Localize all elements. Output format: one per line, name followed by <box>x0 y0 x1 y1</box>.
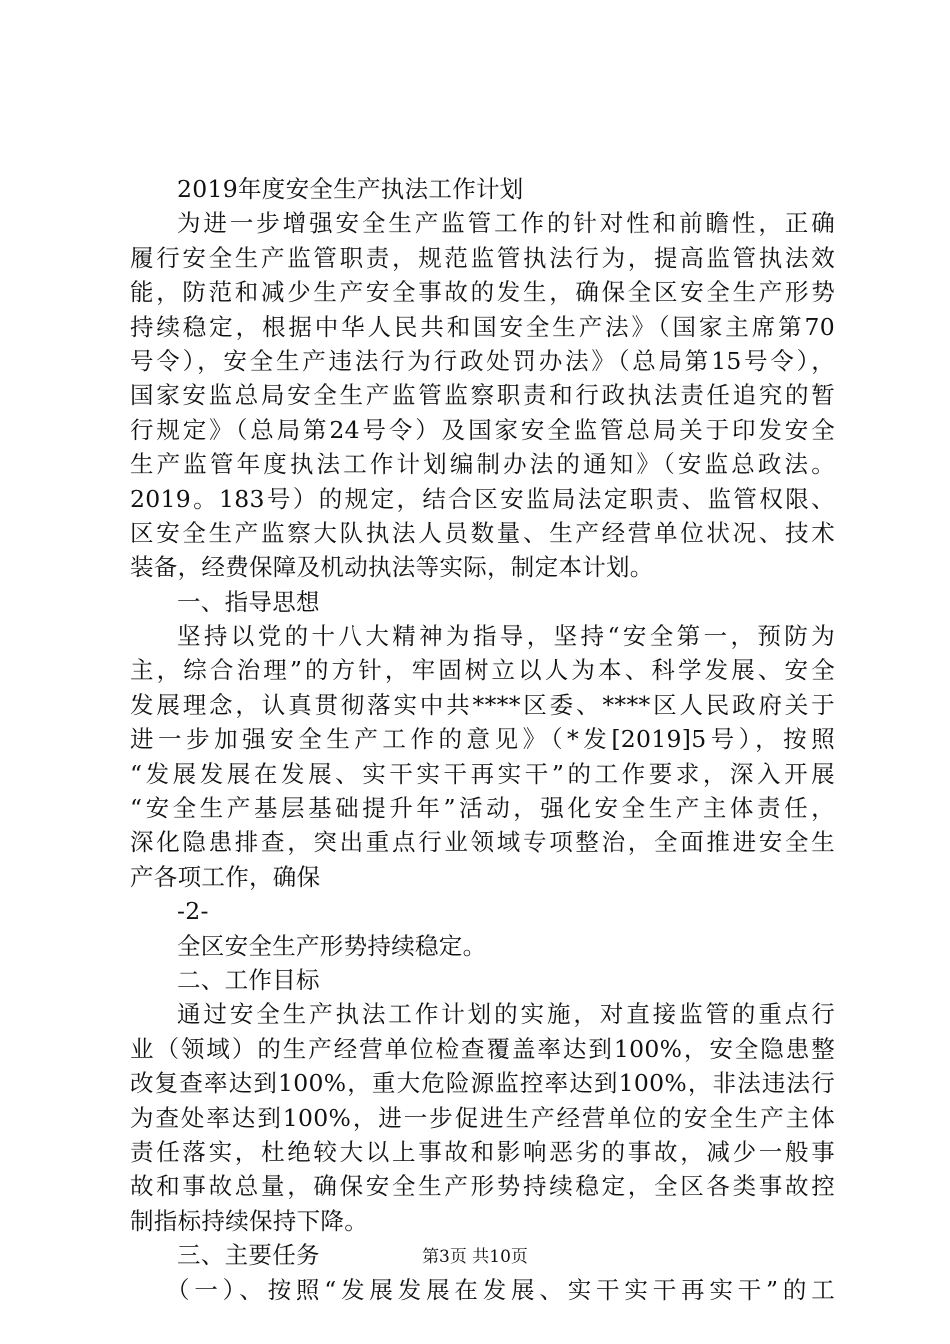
text-line: 号令），安全生产违法行为行政处罚办法》（总局第15号令）， <box>130 346 835 375</box>
text-line: 生产监管年度执法工作计划编制办法的通知》（安监总政法。 <box>130 450 835 479</box>
text-line: “安全生产基层基础提升年”活动，强化安全生产主体责任， <box>130 794 835 823</box>
text-line: 区安全生产监察大队执法人员数量、生产经营单位状况、技术 <box>130 518 835 547</box>
text-line: 一、指导思想 <box>177 587 320 616</box>
text-line: 三、主要任务 <box>177 1241 320 1270</box>
page-footer: 第3页 共10页 <box>422 1247 528 1267</box>
document-body <box>130 172 835 1307</box>
text-line: 二、工作目标 <box>177 965 320 994</box>
text-line: 2019年度安全生产执法工作计划 <box>177 175 524 203</box>
text-line: 履行安全生产监管职责，规范监管执法行为，提高监管执法效 <box>130 243 835 272</box>
text-line: 装备，经费保障及机动执法等实际，制定本计划。 <box>130 553 654 582</box>
text-line: -2- <box>177 897 209 926</box>
text-line: 业（领域）的生产经营单位检查覆盖率达到100%，安全隐患整 <box>130 1034 835 1063</box>
text-line: 主，综合治理”的方针，牢固树立以人为本、科学发展、安全 <box>130 656 835 685</box>
text-line: 为查处率达到100%，进一步促进生产经营单位的安全生产主体 <box>130 1103 835 1132</box>
text-line: 持续稳定，根据中华人民共和国安全生产法》（国家主席第70 <box>130 312 835 341</box>
text-line: 发展理念，认真贯彻落实中共****区委、****区人民政府关于 <box>130 690 835 719</box>
text-line: 通过安全生产执法工作计划的实施，对直接监管的重点行 <box>177 1000 835 1029</box>
text-line: 能，防范和减少生产安全事故的发生，确保全区安全生产形势 <box>130 278 835 307</box>
text-line: 制指标持续保持下降。 <box>130 1206 368 1235</box>
text-line: 产各项工作，确保 <box>130 862 321 891</box>
text-line: 故和事故总量，确保安全生产形势持续稳定，全区各类事故控 <box>130 1172 835 1201</box>
text-line: 2019。183号）的规定，结合区安监局法定职责、监管权限、 <box>130 484 835 513</box>
text-line: 改复查率达到100%，重大危险源监控率达到100%，非法违法行 <box>130 1069 835 1098</box>
text-line: 责任落实，杜绝较大以上事故和影响恶劣的事故，减少一般事 <box>130 1137 835 1166</box>
text-line: 深化隐患排查，突出重点行业领域专项整治，全面推进安全生 <box>130 828 835 857</box>
text-line: 国家安监总局安全生产监管监察职责和行政执法责任追究的暂 <box>130 381 835 410</box>
text-line: 为进一步增强安全生产监管工作的针对性和前瞻性，正确 <box>177 209 835 238</box>
text-line: （一）、按照“发展发展在发展、实干实干再实干”的工 <box>166 1275 835 1304</box>
text-line: 行规定》（总局第24号令）及国家安全监管总局关于印发安全 <box>130 415 835 444</box>
text-line: 进一步加强安全生产工作的意见》（*发[2019]5号），按照 <box>130 725 835 754</box>
text-line: “发展发展在发展、实干实干再实干”的工作要求，深入开展 <box>130 759 835 788</box>
text-line: 坚持以党的十八大精神为指导，坚持“安全第一，预防为 <box>177 622 835 651</box>
text-line: 全区安全生产形势持续稳定。 <box>177 931 487 960</box>
